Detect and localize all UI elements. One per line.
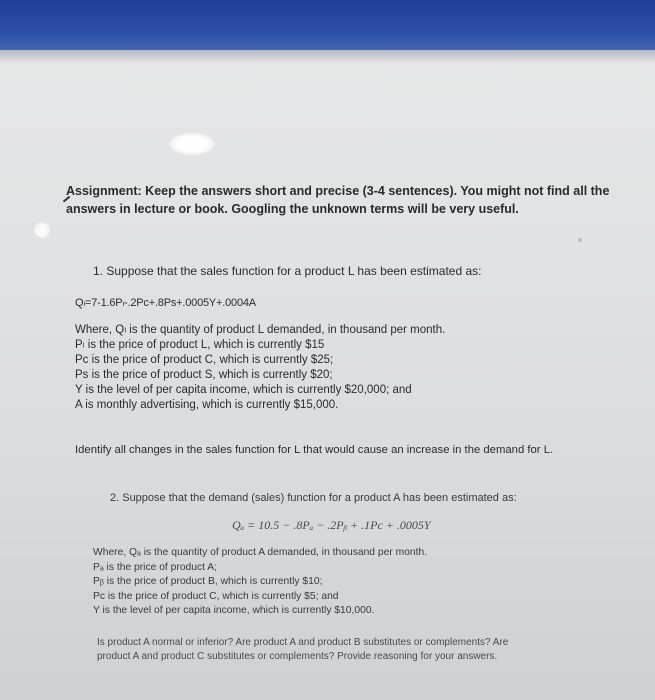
question1-equation: Qₗ=7-1.6Pₗ-.2Pc+.8Ps+.0005Y+.0004A — [75, 297, 256, 309]
q1-def-line: Where, Qₗ is the quantity of product L demanded, in thousand per month. — [75, 324, 446, 336]
q1-def-line: A is monthly advertising, which is currently $15,000. — [75, 399, 339, 411]
question2-equation: Qₐ = 10.5 − .8Pₐ − .2Pᵦ + .1Pc + .0005Y — [232, 518, 431, 532]
q2-def-line: Y is the level of per capita income, which is currently $10,000. — [93, 605, 375, 616]
q1-def-line: Ps is the price of product S, which is currently $20; — [75, 369, 333, 381]
q2-task-line: Is product A normal or inferior? Are product A and product B substitutes or complements? Are — [97, 637, 509, 648]
assignment-line2: answers in lecture or book. Googling the unknown terms will be very useful. — [66, 202, 519, 216]
question1-prompt: 1. Suppose that the sales function for a product L has been estimated as: — [93, 264, 482, 278]
question2-task — [97, 636, 508, 664]
q1-def-line: Y is the level of per capita income, which is currently $20,000; and — [75, 384, 412, 396]
question2-prompt: 2. Suppose that the demand (sales) function for a product A has been estimated as: — [110, 492, 517, 504]
q2-def-line: Pc is the price of product C, which is currently $5; and — [93, 590, 339, 602]
question1-task: Identify all changes in the sales function for L that would cause an increase in the demand for L. — [75, 444, 554, 456]
q2-task-line: product A and product C substitutes or complements? Provide reasoning for your answers. — [97, 651, 498, 662]
q1-def-line: Pc is the price of product C, which is currently $25; — [75, 354, 334, 366]
assignment-label: Assignment: — [66, 184, 142, 198]
q2-def-line: Pᵦ is the price of product B, which is currently $10; — [93, 576, 323, 587]
q2-def-line: Pₐ is the price of product A; — [93, 561, 218, 573]
assignment-line1: Keep the answers short and precise (3-4 sentences). You might not find all the — [141, 184, 610, 198]
q2-def-line: Where, Qₐ is the quantity of product A demanded, in thousand per month. — [93, 547, 428, 558]
question2-definitions — [93, 546, 427, 619]
q1-def-line: Pₗ is the price of product L, which is currently $15 — [75, 339, 325, 351]
question1-definitions — [75, 323, 445, 413]
assignment-instructions — [66, 182, 609, 218]
